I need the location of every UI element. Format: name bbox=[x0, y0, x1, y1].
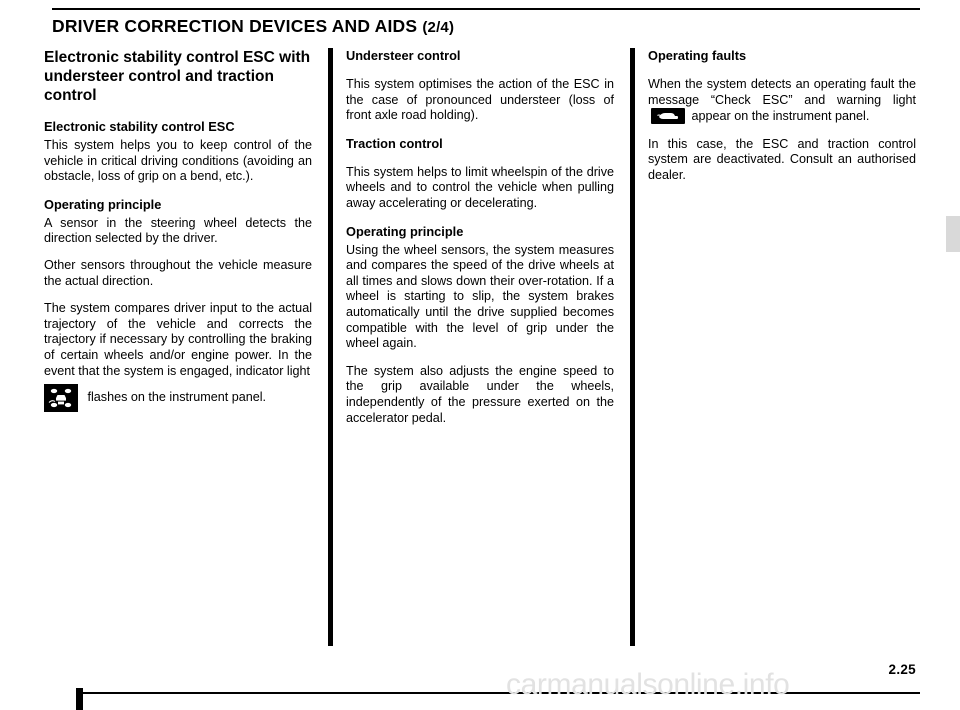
footer-divider-rule bbox=[76, 692, 920, 694]
esc-skid-indicator-icon bbox=[44, 384, 78, 412]
watermark: carmanualsonline.info bbox=[506, 668, 790, 701]
subheading-operating-principle-2: Operating principle bbox=[346, 223, 464, 239]
engine-check-warning-icon bbox=[651, 108, 685, 124]
page-title-text: DRIVER CORRECTION DEVICES AND AIDS bbox=[52, 16, 418, 36]
paragraph-wheel-sensors: Using the wheel sensors, the system measures and compares the speed of the drive wheels at all times and slows down their over-rotation. If a wheel is starting to slip, the system brakes automatically until the drive supplied becomes compatible with the level of grip under the wheel again. bbox=[346, 242, 614, 351]
paragraph-steering-sensor: A sensor in the steering wheel detects the direction selected by the driver. bbox=[44, 215, 312, 246]
column-one bbox=[44, 48, 312, 424]
paragraph-system-compares: The system compares driver input to the actual trajectory of the vehicle and corrects the trajectory if necessary by controlling the braking of certain wheels and/or engine power. In the event that the system is engaged, indicator light bbox=[44, 301, 312, 378]
subheading-operating-principle-1: Operating principle bbox=[44, 196, 162, 212]
esc-indicator-line bbox=[44, 383, 312, 412]
footer-marker bbox=[76, 688, 83, 710]
subheading-understeer-control: Understeer control bbox=[346, 48, 461, 63]
page-edge-tab bbox=[946, 216, 960, 252]
paragraph-understeer: This system optimises the action of the ESC in the case of pronounced understeer (loss of front axle road holding). bbox=[346, 77, 614, 123]
paragraph-indicator-flashes: flashes on the instrument panel. bbox=[87, 390, 267, 405]
paragraph-traction: This system helps to limit wheelspin of the drive wheels and to control the vehicle when pulling away accelerating or decelerating. bbox=[346, 164, 614, 210]
column-three bbox=[648, 48, 916, 196]
paragraph-engine-speed: The system also adjusts the engine speed to the grip available under the wheels, independently of the pressure exerted on the accelerator pedal. bbox=[346, 363, 614, 425]
column-divider-1 bbox=[328, 48, 333, 646]
column-two bbox=[346, 48, 614, 438]
page-number: 2.25 bbox=[888, 662, 916, 677]
subheading-traction-control: Traction control bbox=[346, 135, 443, 151]
page-header bbox=[52, 10, 920, 37]
subheading-electronic-stability-control: Electronic stability control ESC bbox=[44, 119, 235, 134]
paragraph-operating-faults-b: appear on the instrument panel. bbox=[691, 109, 870, 124]
section-heading-esc: Electronic stability control ESC with understeer control and traction control bbox=[44, 49, 311, 104]
page-title-range: (2/4) bbox=[422, 19, 455, 36]
paragraph-operating-faults bbox=[648, 77, 916, 125]
subheading-operating-faults: Operating faults bbox=[648, 48, 747, 63]
paragraph-deactivated: In this case, the ESC and traction control system are deactivated. Consult an authorised dealer. bbox=[648, 136, 916, 182]
column-divider-2 bbox=[630, 48, 635, 646]
page-title bbox=[52, 10, 920, 37]
paragraph-other-sensors: Other sensors throughout the vehicle measure the actual direction. bbox=[44, 257, 312, 288]
paragraph-esc-intro: This system helps you to keep control of the vehicle in critical driving conditions (avoiding an obstacle, loss of grip on a bend, etc.). bbox=[44, 138, 312, 184]
paragraph-operating-faults-a: When the system detects an operating fault the message “Check ESC” and warning light bbox=[648, 77, 916, 107]
